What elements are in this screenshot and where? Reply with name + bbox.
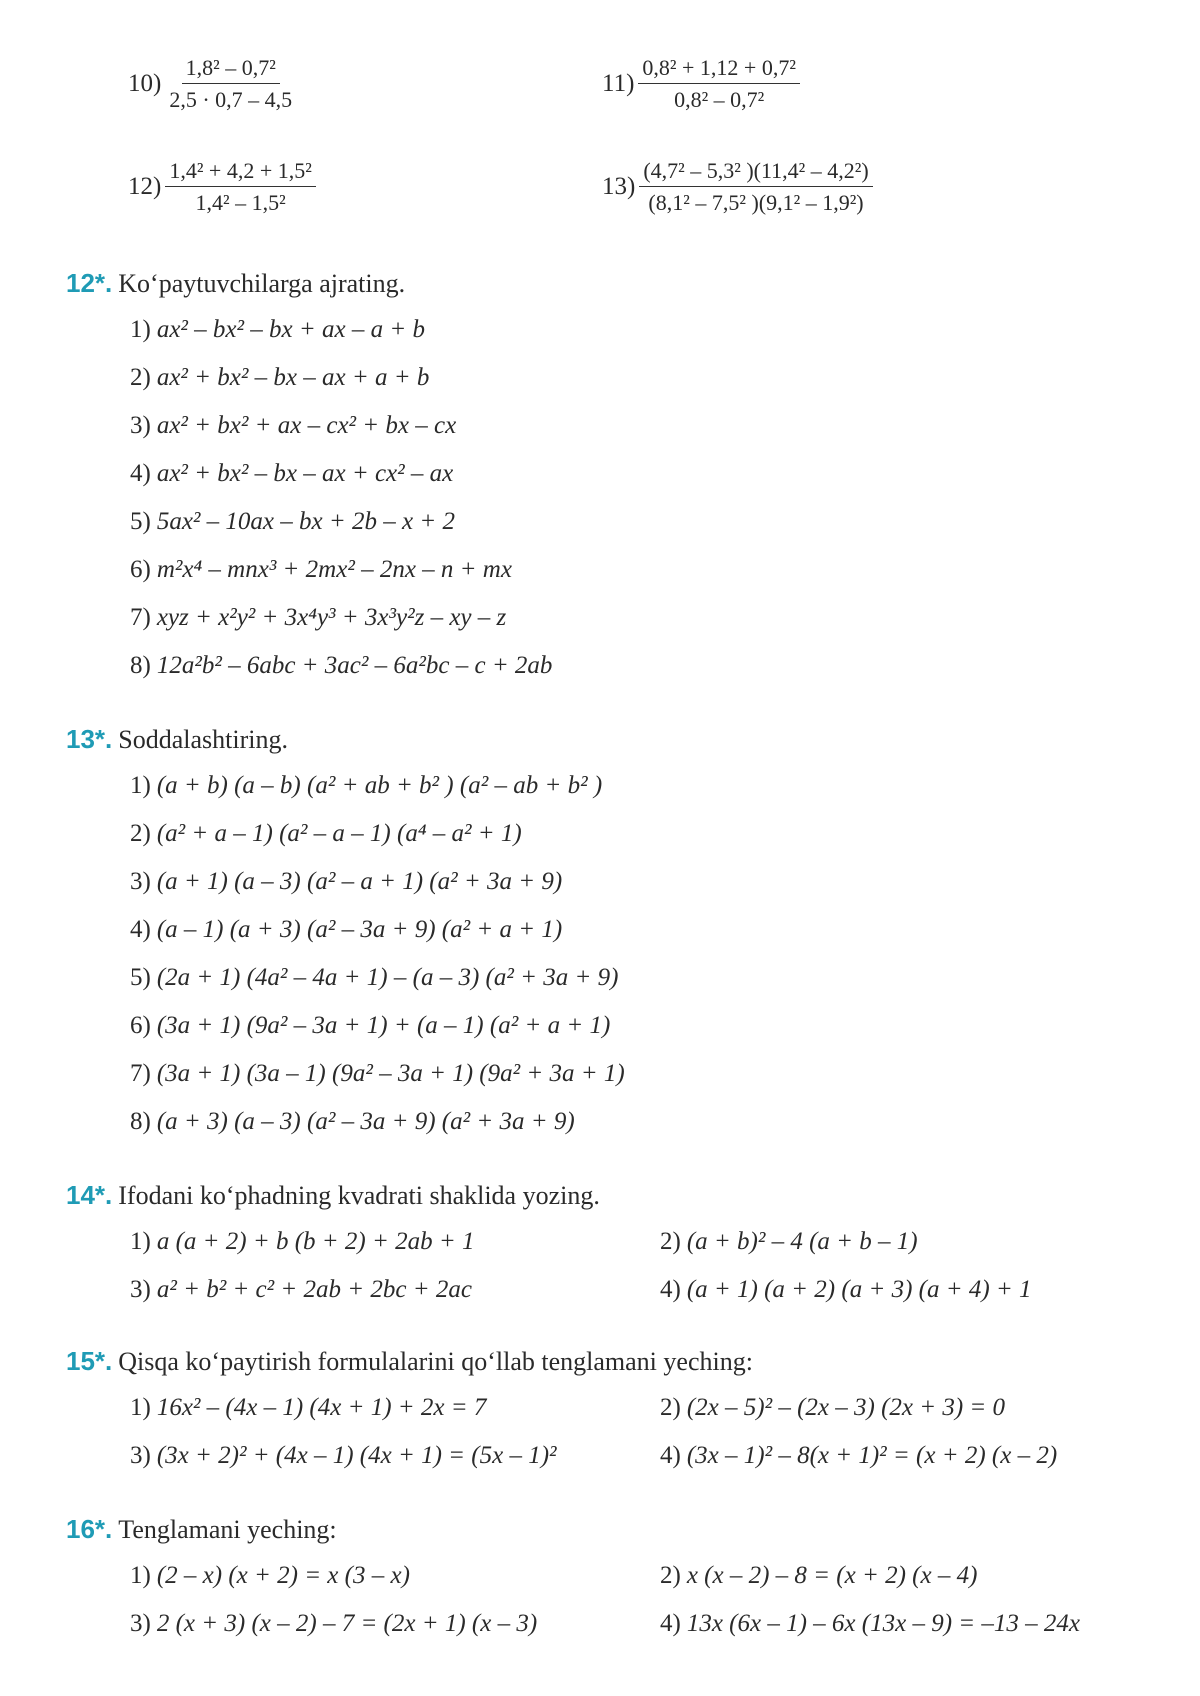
denominator: 2,5 · 0,7 – 4,5: [169, 87, 293, 113]
list-item: [660, 1276, 1032, 1304]
expression: (2 – x) (x + 2) = x (3 – x): [156, 1562, 410, 1589]
expression: ax² + bx² – bx – ax + a + b: [156, 364, 430, 391]
item-number: 1): [130, 772, 151, 799]
fraction: [165, 158, 316, 216]
numerator: 1,4² + 4,2 + 1,5²: [165, 158, 316, 187]
expression: m²x⁴ – mnx³ + 2mx² – 2nx – n + mx: [156, 556, 512, 583]
list-item: [130, 1060, 625, 1088]
item-number: 2): [130, 364, 151, 391]
list-item: [130, 556, 512, 584]
item-number: 1): [130, 1394, 151, 1421]
task-12-heading: [66, 268, 405, 299]
task-number: 15*.: [66, 1346, 113, 1376]
item-number: 8): [130, 652, 151, 679]
task-number: 16*.: [66, 1514, 113, 1544]
item-number: 4): [130, 916, 151, 943]
item-number: 7): [130, 1060, 151, 1087]
expression: (a + 1) (a + 2) (a + 3) (a + 4) + 1: [686, 1276, 1032, 1303]
numerator: 0,8² + 1,12 + 0,7²: [638, 55, 800, 84]
list-item: [660, 1610, 1080, 1638]
numerator: 1,8² – 0,7²: [182, 55, 280, 84]
expression: (a + 1) (a – 3) (a² – a + 1) (a² + 3a + 9): [156, 868, 563, 895]
list-item: [130, 1394, 486, 1422]
expression: (a – 1) (a + 3) (a² – 3a + 9) (a² + a + 1): [156, 916, 563, 943]
item-number: 10): [128, 69, 162, 97]
list-item: [130, 964, 618, 992]
expression: 5ax² – 10ax – bx + 2b – x + 2: [156, 508, 455, 535]
expression: (3a + 1) (3a – 1) (9a² – 3a + 1) (9a² + 3a + 1): [156, 1060, 625, 1087]
item-number: 1): [130, 1228, 151, 1255]
task-title: Qisqa ko‘paytirish formulalarini qo‘llab tenglamani yeching:: [118, 1347, 753, 1376]
task-number: 14*.: [66, 1180, 113, 1210]
item-number: 4): [130, 460, 151, 487]
list-item: [130, 1276, 472, 1304]
list-item: [130, 868, 562, 896]
expression: (a + b)² – 4 (a + b – 1): [686, 1228, 918, 1255]
fraction-13: [602, 158, 873, 216]
task-14-heading: [66, 1180, 600, 1211]
list-item: [130, 1562, 410, 1590]
list-item: [130, 1108, 575, 1136]
expression: a (a + 2) + b (b + 2) + 2ab + 1: [156, 1228, 475, 1255]
expression: ax² + bx² + ax – cx² + bx – cx: [156, 412, 457, 439]
item-number: 4): [660, 1442, 681, 1469]
expression: (a + 3) (a – 3) (a² – 3a + 9) (a² + 3a + 9): [156, 1108, 575, 1135]
list-item: [130, 652, 552, 680]
denominator: (8,1² – 7,5² )(9,1² – 1,9²): [648, 190, 864, 216]
expression: (a + b) (a – b) (a² + ab + b² ) (a² – ab + b² ): [156, 772, 603, 799]
expression: (2a + 1) (4a² – 4a + 1) – (a – 3) (a² + 3a + 9): [156, 964, 619, 991]
list-item: [660, 1562, 977, 1590]
item-number: 12): [128, 172, 162, 200]
list-item: [130, 1610, 537, 1638]
item-number: 3): [130, 1442, 151, 1469]
fraction: [639, 158, 872, 216]
item-number: 8): [130, 1108, 151, 1135]
task-number: 12*.: [66, 268, 113, 298]
item-number: 1): [130, 1562, 151, 1589]
expression: 16x² – (4x – 1) (4x + 1) + 2x = 7: [156, 1394, 487, 1421]
item-number: 1): [130, 316, 151, 343]
fraction-10: [128, 55, 296, 113]
list-item: [130, 364, 429, 392]
item-number: 11): [602, 69, 635, 97]
task-title: Soddalashtiring.: [118, 725, 288, 754]
task-title: Ko‘paytuvchilarga ajrating.: [118, 269, 406, 298]
item-number: 6): [130, 1012, 151, 1039]
item-number: 5): [130, 964, 151, 991]
expression: (a² + a – 1) (a² – a – 1) (a⁴ – a² + 1): [156, 820, 522, 847]
denominator: 0,8² – 0,7²: [674, 87, 765, 113]
task-16-heading: [66, 1514, 337, 1545]
task-title: Ifodani ko‘phadning kvadrati shaklida yozing.: [118, 1181, 600, 1210]
expression: (3a + 1) (9a² – 3a + 1) + (a – 1) (a² + a + 1): [156, 1012, 611, 1039]
list-item: [660, 1394, 1005, 1422]
list-item: [130, 1228, 474, 1256]
task-13-heading: [66, 724, 288, 755]
expression: (3x – 1)² – 8(x + 1)² = (x + 2) (x – 2): [686, 1442, 1058, 1469]
list-item: [660, 1442, 1057, 1470]
expression: ax² + bx² – bx – ax + cx² – ax: [156, 460, 454, 487]
item-number: 3): [130, 412, 151, 439]
list-item: [130, 1442, 557, 1470]
expression: 13x (6x – 1) – 6x (13x – 9) = –13 – 24x: [686, 1610, 1080, 1637]
task-number: 13*.: [66, 724, 113, 754]
list-item: [130, 772, 602, 800]
item-number: 7): [130, 604, 151, 631]
item-number: 5): [130, 508, 151, 535]
numerator: (4,7² – 5,3² )(11,4² – 4,2²): [639, 158, 872, 187]
list-item: [130, 460, 453, 488]
expression: (3x + 2)² + (4x – 1) (4x + 1) = (5x – 1)²: [156, 1442, 557, 1469]
fraction: [638, 55, 800, 113]
list-item: [130, 508, 455, 536]
expression: a² + b² + c² + 2ab + 2bc + 2ac: [156, 1276, 472, 1303]
list-item: [130, 820, 522, 848]
item-number: 2): [660, 1562, 681, 1589]
item-number: 3): [130, 1610, 151, 1637]
fraction-12: [128, 158, 316, 216]
expression: 12a²b² – 6abc + 3ac² – 6a²bc – c + 2ab: [156, 652, 553, 679]
expression: xyz + x²y² + 3x⁴y³ + 3x³y²z – xy – z: [156, 604, 507, 631]
item-number: 4): [660, 1610, 681, 1637]
list-item: [130, 604, 506, 632]
fraction: [165, 55, 296, 113]
denominator: 1,4² – 1,5²: [195, 190, 286, 216]
item-number: 13): [602, 172, 636, 200]
list-item: [130, 916, 562, 944]
task-15-heading: [66, 1346, 753, 1377]
expression: 2 (x + 3) (x – 2) – 7 = (2x + 1) (x – 3): [156, 1610, 538, 1637]
item-number: 2): [660, 1394, 681, 1421]
item-number: 3): [130, 1276, 151, 1303]
expression: ax² – bx² – bx + ax – a + b: [156, 316, 425, 343]
item-number: 2): [130, 820, 151, 847]
item-number: 6): [130, 556, 151, 583]
list-item: [660, 1228, 918, 1256]
list-item: [130, 412, 456, 440]
item-number: 3): [130, 868, 151, 895]
list-item: [130, 316, 425, 344]
list-item: [130, 1012, 610, 1040]
expression: (2x – 5)² – (2x – 3) (2x + 3) = 0: [686, 1394, 1006, 1421]
expression: x (x – 2) – 8 = (x + 2) (x – 4): [686, 1562, 978, 1589]
item-number: 4): [660, 1276, 681, 1303]
task-title: Tenglamani yeching:: [118, 1515, 337, 1544]
item-number: 2): [660, 1228, 681, 1255]
fraction-11: [602, 55, 800, 113]
